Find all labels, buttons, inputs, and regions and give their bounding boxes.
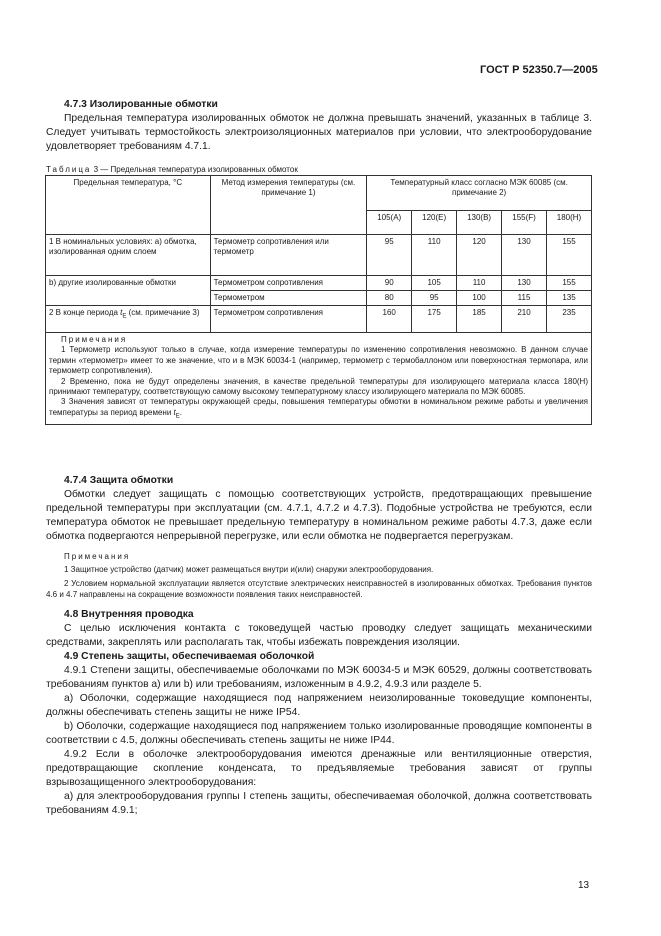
section-heading: 4.8 Внутренняя проводка (64, 609, 194, 620)
table-cell: 130 (502, 235, 547, 276)
section-heading: 4.7.3 Изолированные обмотки (64, 99, 218, 110)
row-method: Термометром сопротивления (210, 306, 367, 333)
row-method: Термометр сопротивления или термометр (210, 235, 367, 276)
table-notes (46, 333, 592, 425)
paragraph: 4.9.2 Если в оболочке электрооборудования имеются дренажные или вентиляционные отверстия, предотвращающие скопление конденсата, то предъявляемые требования зависят от группы взрывозащищенного электрооборудования: (46, 749, 592, 788)
paragraph: Обмотки следует защищать с помощью соответствующих устройств, предотвращающих превышение предельной температуры при эксплуатации (см. 4.7.1, 4.7.2 и 4.7.3). Подобные устройства не требуются, если температура обмоток не превышает предельную температуру в номинальном режиме работы 4.7.3, даже если обмотка подвергаются непрерывной перегрузке, или если обмотка не подвергается перегрузкам. (46, 489, 592, 542)
paragraph: b) Оболочки, содержащие находящиеся под напряжением только изолированные проводящие компоненты в соответствии с 4.5, должны обеспечивать степень защиты не ниже IP44. (46, 721, 592, 746)
table-cell: 155 (547, 235, 592, 276)
note: 3 Значения зависят от температуры окружающей среды, повышения температуры обмотки в номинальном режиме работы и увеличения температуры за период времени $t_E$. (49, 397, 588, 420)
row-label: 2 В конце периода $t_E$ (см. примечание 3) (46, 306, 211, 333)
paragraph: а) Оболочки, содержащие находящиеся под напряжением неизолированные токоведущие компоненты, должны обеспечивать степень защиты не ниже IP54. (46, 693, 592, 718)
column-header-limit: Предельная температура, °C (46, 176, 211, 235)
table-cell: 105 (412, 276, 457, 291)
table-cell: 95 (367, 235, 412, 276)
row-label: b) другие изолированные обмотки (46, 276, 211, 306)
table-notes-row (46, 333, 592, 425)
class-header: 180(H) (547, 211, 592, 235)
notes-title: Примечания (64, 552, 131, 561)
notes-title: Примечания (61, 335, 128, 344)
table-cell: 130 (502, 276, 547, 291)
column-header-method: Метод измерения температуры (см. примечание 1) (210, 176, 367, 235)
table-cell: 100 (457, 291, 502, 306)
table-cell: 235 (547, 306, 592, 333)
table-cell: 135 (547, 291, 592, 306)
page-number: 13 (578, 880, 590, 891)
table-cell: 90 (367, 276, 412, 291)
section-notes (46, 551, 592, 600)
row-method: Термометром (210, 291, 367, 306)
paragraph: Предельная температура изолированных обмоток не должна превышать значений, указанных в таблице 3. Следует учитывать термостойкость электроизоляционных материалов при условии, что электрооборудование удовлетворяет требованиям 4.7.1. (46, 113, 592, 152)
table-row (46, 276, 592, 291)
paragraph: а) для электрооборудования группы I степень защиты, обеспечиваемая оболочкой, должна соответствовать требованиям 4.9.1; (46, 791, 592, 816)
note: 2 Условием нормальной эксплуатации является отсутствие электрических неисправностей в изолированных обмотках. Требования пунктов 4.6 и 4.7 направлены на сокращение возможности появления таких неисправностей. (46, 579, 592, 599)
table-cell: 80 (367, 291, 412, 306)
table-row (46, 235, 592, 276)
table-row (46, 306, 592, 333)
note: 1 Защитное устройство (датчик) может размещаться внутри и(или) снаружи электрооборудования. (64, 565, 434, 574)
paragraph: 4.9.1 Степени защиты, обеспечиваемые оболочками по МЭК 60034-5 и МЭК 60529, должны соответствовать требованиям пунктов а) или b) или требованиям, изложенным в 4.9.2, 4.9.3 или разделе 5. (46, 665, 592, 690)
class-header: 105(A) (367, 211, 412, 235)
table-cell: 175 (412, 306, 457, 333)
column-header-class: Температурный класс согласно МЭК 60085 (см. примечание 2) (367, 176, 592, 211)
table-cell: 210 (502, 306, 547, 333)
table-header-row (46, 176, 592, 211)
main-text (46, 474, 592, 818)
row-method: Термометром сопротивления (210, 276, 367, 291)
class-header: 120(E) (412, 211, 457, 235)
paragraph: С целью исключения контакта с токоведущей частью проводку следует защищать механическими средствами, закреплять или располагать так, чтобы избежать повреждения изоляции. (46, 623, 592, 648)
table-cell: 115 (502, 291, 547, 306)
table-cell: 95 (412, 291, 457, 306)
table-caption: Таблица 3 — Предельная температура изолированных обмоток (46, 165, 298, 174)
table-cell: 110 (457, 276, 502, 291)
section-heading: 4.7.4 Защита обмотки (64, 475, 174, 486)
table-cell: 120 (457, 235, 502, 276)
table-3 (45, 175, 592, 425)
table-cell: 110 (412, 235, 457, 276)
note: 2 Временно, пока не будут определены значения, в качестве предельной температуры для изолирующего материала класса 180(H) принимают температуру, соответствующую самому высокому температурному классу изолирующего материала по МЭК 60085. (49, 376, 588, 397)
section-4-7-3 (46, 98, 592, 154)
class-header: 130(B) (457, 211, 502, 235)
section-heading: 4.9 Степень защиты, обеспечиваемая оболочкой (64, 651, 315, 662)
class-header: 155(F) (502, 211, 547, 235)
table-cell: 185 (457, 306, 502, 333)
note: 1 Термометр используют только в случае, когда измерение температуры по изменению сопротивления невозможно. В данном случае термин «термометр» имеет то же значение, что и в МЭК 60034-1 (например, термометр с термобаллоном или поверхностная термопара, или термометр сопротивления). (49, 345, 588, 376)
table-cell: 155 (547, 276, 592, 291)
row-label: 1 В номинальных условиях: а) обмотка, изолированная одним слоем (46, 235, 211, 276)
standard-number: ГОСТ Р 52350.7—2005 (480, 64, 598, 76)
table-cell: 160 (367, 306, 412, 333)
